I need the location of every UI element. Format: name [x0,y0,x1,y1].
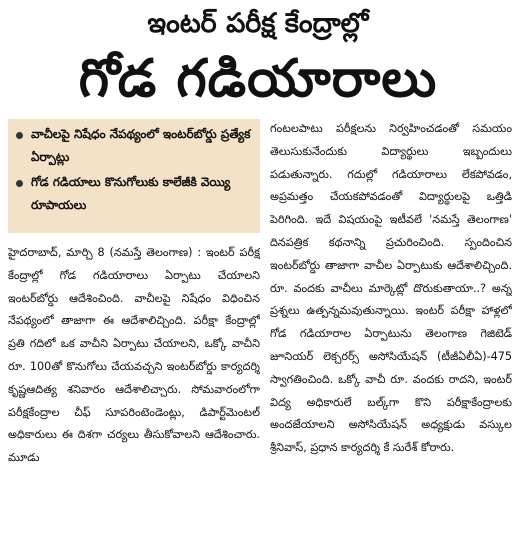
body-paragraph: గంటలపాటు పరీక్షలను నిర్వహించడంతో సమయం తెలుసుకునేందుకు విద్యార్థులు ఇబ్బందులు పడుతున్నారు. గదుల్లో గడియారాలు లేకపోవడం, అప్రమత్తం చేయకపోవడంతో విద్యార్థులపై ఒత్తిడి పెరిగింది. ఇదే విషయంపై ఇటీవలే 'నమస్తే తెలంగాణ' దినపత్రిక కథనాన్ని ప్రచురించింది. స్పందించిన ఇంటర్‌బోర్డు తాజాగా వాచీల ఏర్పాటుకు ఆదేశాలిచ్చింది. రూ. వందకు వాచీలు మార్కెట్లో దొరుకుతాయా..? అన్న ప్రశ్నలు ఉత్పన్నమవుతున్నాయి. ఇంటర్ పరీక్షా హాళ్లలో గోడ గడియారాల ఏర్పాటును తెలంగాణ గెజిటెడ్ జూనియర్ లెక్చరర్స్ అసోసియేషన్ (టీజీఏలీఏ)-475 స్వాగతించింది. ఒక్కో వాచీ రూ. వందకు రాదని, ఇంటర్ విద్య అధికారులే బల్క్‌గా కొని పరీక్షాకేంద్రాలకు అందజేయాలని అసోసియేషన్ అధ్యక్షుడు వస్కుల శ్రీనివాస్, ప్రధాన కార్యదర్శి కే సురేశ్ కోరారు. [270,122,512,455]
body-paragraph: హైదరాబాద్, మార్చి 8 (నమస్తే తెలంగాణ) : ఇంటర్ పరీక్ష కేంద్రాల్లో గోడ గడియారాలు ఏర్పాటు చేయాలని ఇంటర్‌బోర్డు ఆదేశించింది. వాచీలపై నిషేధం విధించిన నేపథ్యంలో తాజాగా ఈ ఆదేశాలిచ్చింది. పరీక్షా కేంద్రాల్లో ప్రతి గదిలో ఒక వాచీని ఏర్పాటు చేయాలని, ఒక్కో వాచీని రూ. 100తో కొనుగోలు చేయవచ్చని ఇంటర్‌బోర్డు కార్యదర్శి కృష్ణఆదిత్య శనివారం ఆదేశాలిచ్చారు. సోమవారంలోగా పరీక్షకేంద్రాల చీఫ్ సూపరింటెండెంట్లు, డిపార్ట్‌మెంటల్ అధికారులు ఈ దిశగా చర్యలు తీసుకోవాలని ఆదేశించారు. మూడు [8,246,260,465]
highlight-item [16,123,254,169]
highlight-text: గోడ గడియాలు కొనుగోలుకు కాలేజీకి వెయ్యి రూపాయలు [31,175,231,212]
article-body-right-column [270,118,512,534]
article-kicker: ఇంటర్ పరీక్ష కేంద్రాల్లో [147,8,369,39]
highlights-box [8,119,260,233]
highlight-text: వాచీలపై నిషేధం నేపథ్యంలో ఇంటర్‌బోర్డు ప్రత్యేక ఏర్పాట్లు [31,127,251,164]
article-headline: గోడ గడియారాలు [78,49,438,109]
highlight-item [16,171,254,217]
bullet-icon [16,132,23,139]
bullet-icon [16,180,23,187]
article-body-left-column [8,242,260,534]
